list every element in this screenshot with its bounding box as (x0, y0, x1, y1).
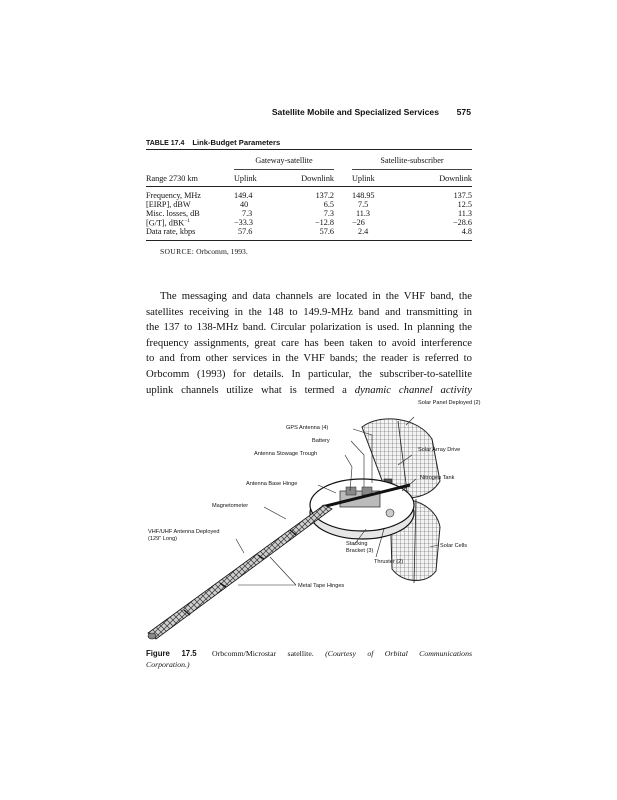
figure-caption-text: Orbcomm/Microstar satellite. (212, 649, 314, 658)
callout-base-hinge: Antenna Base Hinge (246, 481, 298, 487)
cell-value: 57.6 (319, 227, 334, 236)
cell-value: 57.6 (238, 227, 253, 236)
callout-solar-cells: Solar Cells (440, 543, 468, 549)
row-param: [EIRP], dBW (146, 200, 191, 209)
group-rule-subscriber (352, 169, 472, 170)
cell-value: 12.5 (457, 200, 472, 209)
satellite-figure (140, 395, 480, 645)
body-line: satellites receiving in the 148 to 149.9-MHz band and transmitting in (146, 305, 472, 318)
table-source-note (160, 247, 248, 256)
body-line-text: uplink channels utilize what is termed a (146, 383, 347, 396)
body-paragraph (146, 289, 472, 398)
satellite-illustration (140, 395, 480, 645)
cell-value: −26 (352, 218, 365, 227)
figure-credit: (Courtesy of Orbital Communications (325, 649, 473, 658)
cell-value: 7.3 (323, 209, 334, 218)
row-param: Misc. losses, dB (146, 209, 200, 218)
callout-nitrogen-tank: Nitrogen Tank (420, 475, 455, 481)
cell-value: 137.5 (453, 191, 472, 200)
callout-gps-antenna: GPS Antenna (4) (286, 425, 329, 431)
table-top-rule (146, 149, 472, 150)
body-line: the 137 to 138-MHz band. Circular polarization is used. In planning the (146, 321, 472, 334)
page-number: 575 (456, 107, 471, 117)
group-rule-gateway (234, 169, 334, 170)
callout-tape-hinges: Metal Tape Hinges (298, 583, 345, 589)
cell-value: 6.5 (323, 200, 334, 209)
column-header: Uplink (352, 174, 375, 183)
callout-solar-panel: Solar Panel Deployed (2) (418, 400, 481, 406)
cell-value: 11.3 (457, 209, 472, 218)
callout-solar-drive: Solar Array Drive (418, 447, 461, 453)
body-line: The messaging and data channels are located in the VHF band, the (160, 290, 472, 302)
cell-value: 7.5 (358, 200, 369, 209)
figure-caption (146, 648, 472, 670)
table-label: TABLE 17.4 (146, 140, 185, 147)
cell-value: −33.3 (234, 218, 253, 227)
callout-magnetometer: Magnetometer (212, 503, 249, 509)
row-param: Frequency, MHz (146, 191, 201, 200)
source-label: SOURCE: (160, 247, 195, 256)
row-param-superscript: −1 (184, 218, 191, 224)
figure-label: Figure 17.5 (146, 649, 197, 658)
vhf-uhf-antenna-boom (148, 505, 332, 639)
table-title: Link-Budget Parameters (192, 138, 281, 147)
body-line: to and from other services in the VHF bands; the reader is referred to (146, 352, 472, 365)
callout-thruster: Thruster (2) (374, 559, 404, 565)
callout-battery: Battery (312, 438, 330, 444)
figure-caption-line (146, 648, 472, 659)
cell-value: 2.4 (358, 227, 369, 236)
callout-stacking-bracket: Stacking Bracket (3) (346, 541, 374, 554)
cell-value: −12.8 (315, 218, 334, 227)
range-label: Range 2730 km (146, 174, 198, 183)
running-header (146, 107, 471, 121)
cell-value: 4.8 (461, 227, 472, 236)
cell-value: −28.6 (453, 218, 472, 227)
callout-stowage-trough: Antenna Stowage Trough (254, 451, 318, 457)
cell-value: 148.95 (352, 191, 375, 200)
body-line-italic: dynamic channel activity (354, 383, 472, 396)
table-caption (146, 138, 280, 147)
cell-value: 11.3 (356, 209, 371, 218)
cell-value: 137.2 (315, 191, 334, 200)
table-bottom-rule (146, 240, 472, 241)
group-header-gateway: Gateway-satellite (255, 156, 313, 165)
figure-credit-continued: Corporation.) (146, 660, 190, 669)
table-header-rule (146, 186, 472, 187)
callout-vhf-antenna: VHF/UHF Antenna Deployed (129" Long) (148, 529, 220, 542)
cell-value: 149.4 (234, 191, 253, 200)
group-header-subscriber: Satellite-subscriber (380, 156, 444, 165)
body-line: Orbcomm (1993) for details. In particular, the subscriber-to-satellite (146, 367, 472, 380)
cell-value: 7.3 (242, 209, 253, 218)
cell-value: 40 (240, 200, 249, 209)
body-line: frequency assignments, great care has been taken to avoid interference (146, 336, 472, 349)
column-header: Uplink (234, 174, 257, 183)
column-header: Downlink (301, 174, 334, 183)
source-text: Orbcomm, 1993. (196, 247, 248, 256)
running-title: Satellite Mobile and Specialized Services (271, 107, 439, 117)
column-header: Downlink (439, 174, 472, 183)
row-param-text: [G/T], dBK (146, 218, 185, 228)
row-param: Data rate, kbps (146, 227, 196, 236)
